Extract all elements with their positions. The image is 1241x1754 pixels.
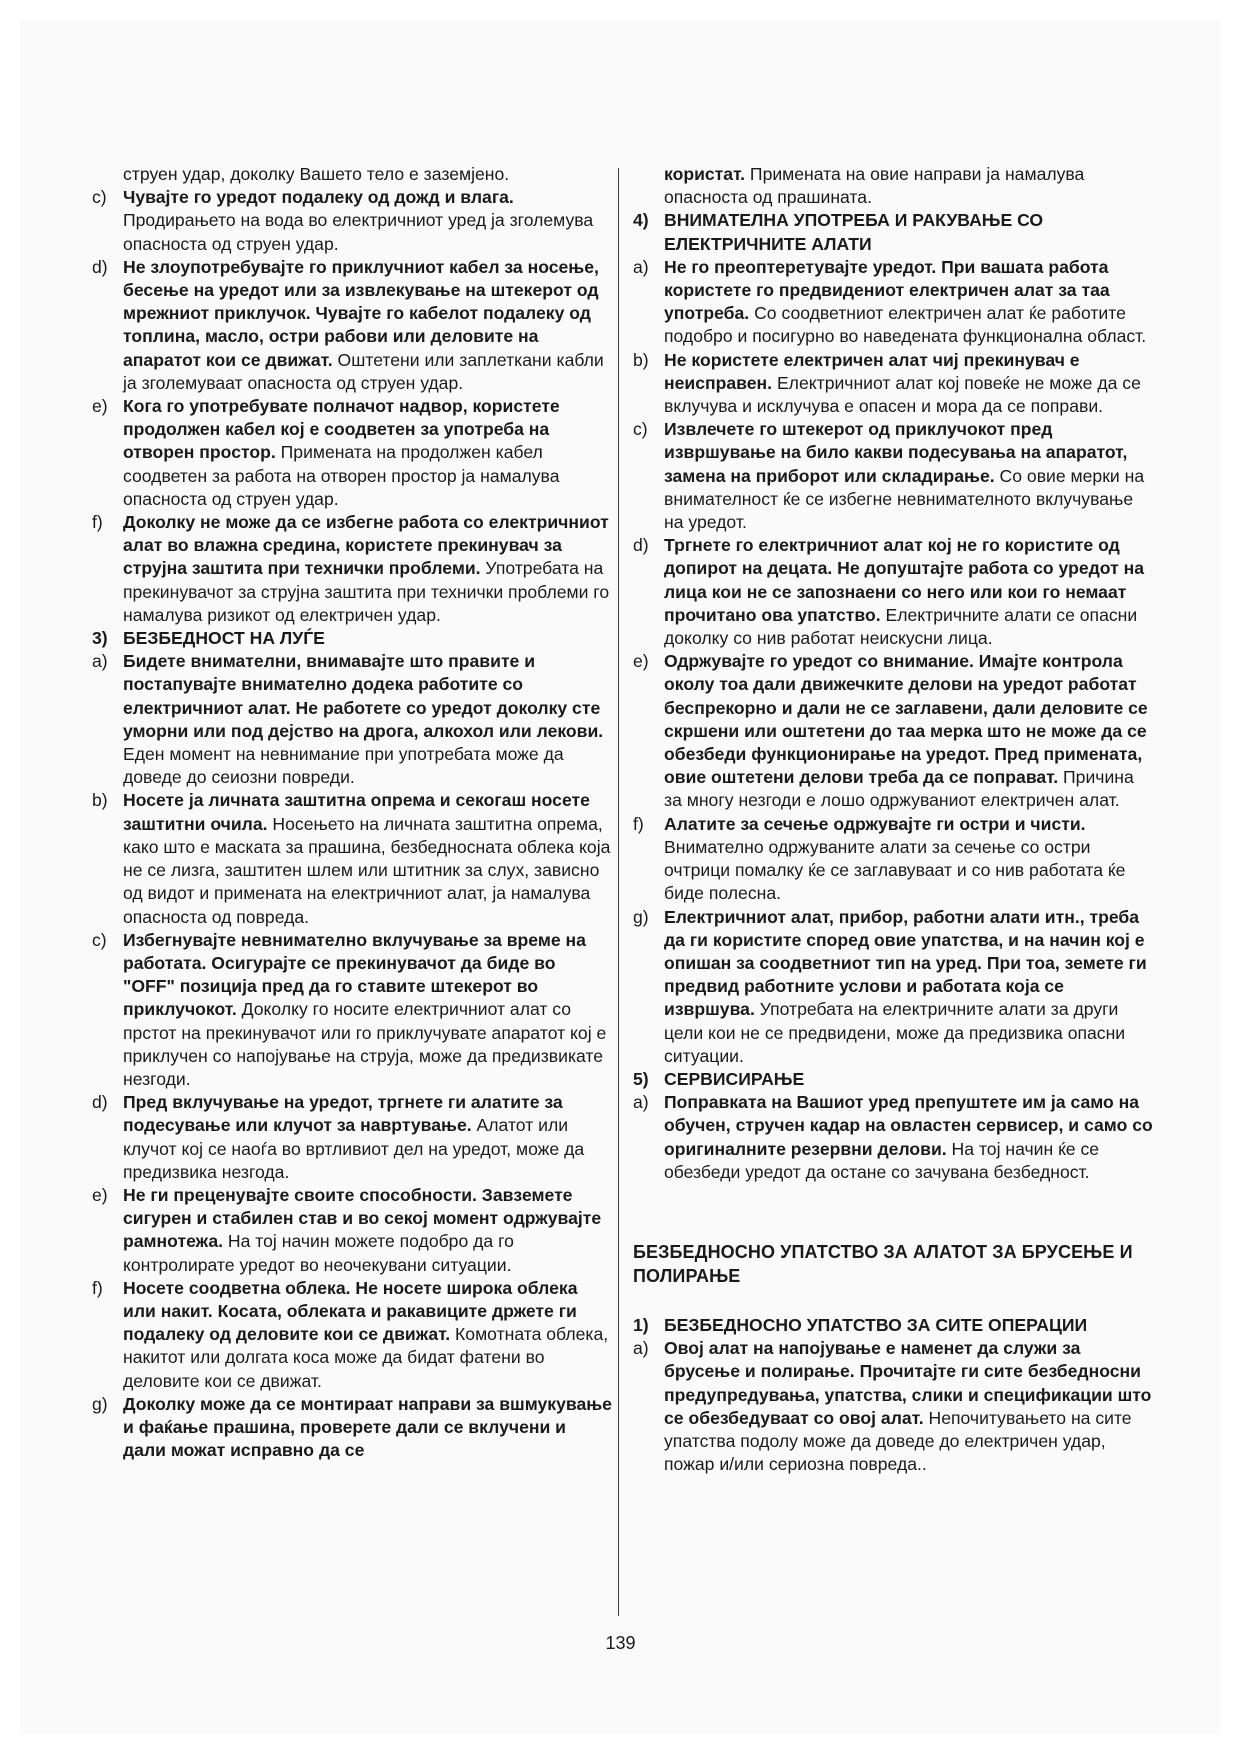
section-heading: 1) БЕЗБЕДНОСНО УПАТСТВО ЗА СИТЕ ОПЕРАЦИИ	[633, 1314, 1088, 1335]
continuation-text: користат. Примената на овие направи ја намалува опасноста од прашината.	[664, 164, 1085, 208]
list-item: c) Извлечете го штекерот од приклучокот пред извршување на било какви подесувања на апаратот, замена на приборот или складирање. Со овие мерки на внимателност ќе се избегне невнимателното вклучување на уредот.	[633, 419, 1145, 533]
list-item: e) Кога го употребувате полначот надвор, користете продолжен кабел кој е соодветен за употреба на отворен простор. Примената на продолжен кабел соодветен за работа на отворен простор ја намалува опасноста од струен удар.	[92, 396, 560, 509]
list-item: a) Поправката на Вашиот уред препуштете им ја само на обучен, стручен кадар на овластен сервисер, и само со оригиналните резервни делови. На тој начин ќе се обезбеди уредот да остане со зачувана безбедност.	[633, 1092, 1153, 1182]
section-heading: 5) СЕРВИСИРАЊЕ	[633, 1068, 805, 1089]
list-item: e) Не ги преценувајте своите способности. Завземете сигурен и стабилен став и во секој момент одржувајте рамнотежа. На тој начин можете подобро да го контролирате уредот во неочекувани ситуации.	[92, 1184, 602, 1275]
list-item: a) Бидете внимателни, внимавајте што правите и постапувајте внимателно додека работите со електричниот алат. Не работете со уредот доколку сте уморни или под дејство на дрога, алкохол или лекови. Еден момент на невнимание при употребата може да доведе до сеиозни повреди.	[92, 651, 604, 788]
list-item: a) Овој алат на напојување е наменет да служи за брусење и полирање. Прочитајте ги сите безбедносни предупредувања, упатства, слики и спецификации што се обезбедуваат со овој алат. Непочитувањето на сите упатства подолу може да доведе до електричен удар, пожар и/или сериозна повреда..	[633, 1338, 1152, 1475]
list-item: f) Доколку не може да се избегне работа со електричниот алат во влажна средина, користете прекинувач за струјна заштита при технички проблеми. Употребата на прекинувачот за струјна заштита при технички проблеми го намалува ризикот од електричен удар.	[92, 512, 610, 625]
main-heading: БЕЗБЕДНОСНО УПАТСТВО ЗА АЛАТОТ ЗА БРУСЕЊЕ И ПОЛИРАЊЕ	[633, 1241, 1133, 1286]
left-column	[92, 163, 612, 1462]
continuation-text: струен удар, доколку Вашето тело е заземјено.	[123, 164, 510, 184]
column-divider	[618, 168, 619, 1616]
list-item: g) Електричниот алат, прибор, работни алати итн., треба да ги користите според овие упатства, и на начин кој е опишан за соодветниот тип на уред. При тоа, земете ги предвид работните услови и работата која се извршува. Употребата на електричните алати за други цели кои не се предвидени, може да предизвика опасни ситуации.	[633, 906, 1147, 1066]
list-item: c) Чувајте го уредот подалеку од дожд и влага. Продирањето на вода во електричниот уред ја зголемува опасноста од струен удар.	[92, 187, 594, 254]
list-item: g) Доколку може да се монтираат направи за вшмукување и фаќање прашина, проверете дали се вклучени и дали можат исправно да се	[92, 1393, 612, 1461]
list-item: d) Не злоупотребувајте го приклучниот кабел за носење, бесење на уредот или за извлекување на штекерот од мрежниот приклучок. Чувајте го кабелот подалеку од топлина, масло, остри рабови или деловите на апаратот кои се движат. Оштетени или заплеткани кабли ја зголемуваат опасноста од струен удар.	[92, 256, 604, 393]
list-item: b) Носете ја личната заштитна опрема и секогаш носете заштитни очила. Носењето на личната заштитна опрема, како што е маската за прашина, безбедносната облека која не се лизга, заштитен шлем или штитник за слух, зависно од видот и примената на електричниот алат, ја намалува опасноста од повреда.	[92, 790, 611, 927]
list-item: f) Алатите за сечење одржувајте ги остри и чисти. Внимателно одржуваните алати за сечење со остри очтрици помалку ќе се заглавуваат и со нив работата ќе биде полесна.	[633, 813, 1126, 904]
right-column	[633, 163, 1153, 1476]
list-item: b) Не користете електричен алат чиј прекинувач е неисправен. Електричниот алат кој повеќе не може да се вклучува и исклучува е опасен и мора да се поправи.	[633, 349, 1141, 417]
list-item: d) Пред вклучување на уредот, тргнете ги алатите за подесување или клучот за навртување. Алатот или клучот кој се наоѓа во вртливиот дел на уредот, може да предизвика незгода.	[92, 1092, 585, 1182]
list-item: f) Носете соодветна облека. Не носете широка облека или накит. Косата, облеката и ракавиците држете ги подалеку од деловите кои се движат. Комотната облека, накитот или долгата коса може да бидат фатени во деловите кои се движат.	[92, 1277, 609, 1391]
list-item: a) Не го преоптеретувајте уредот. При вашата работа користете го предвидениот електричен алат за таа употреба. Со соодветниот електричен алат ќе работите подобро и посигурно во наведената функционална област.	[633, 256, 1147, 347]
section-heading: 4) ВНИМАТЕЛНА УПОТРЕБА И РАКУВАЊЕ СО ЕЛЕКТРИЧНИТЕ АЛАТИ	[633, 210, 1044, 254]
section-heading: 3) БЕЗБЕДНОСТ НА ЛУЃЕ	[92, 628, 325, 649]
page-number: 139	[605, 1633, 636, 1653]
list-item: e) Одржувајте го уредот со внимание. Имајте контрола околу тоа дали движечките делови на уредот работат беспрекорно и дали не се заглавени, дали деловите се скршени или оштетени до таа мерка што не може да се обезбеди функционирање на уредот. Пред примената, овие оштетени делови треба да се поправат. Причина за многу незгоди е лошо одржуваниот електричен алат.	[633, 651, 1148, 811]
list-item: d) Тргнете го електричниот алат кој не го користите од допирот на децата. Не допуштајте работа со уредот на лица кои не се запознаени со него или кои го немаат прочитано ова упатство. Електричните алати се опасни доколку со нив работат неискусни лица.	[633, 535, 1145, 649]
list-item: c) Избегнувајте невнимателно вклучување за време на работата. Осигурајте се прекинувачот да биде во "OFF" позиција пред да го ставите штекерот во приклучокот. Доколку го носите електричниот алат со прстот на прекинувачот или го приклучувате апаратот кој е приклучен со напојување на струја, може да предизвикате незгоди.	[92, 929, 607, 1089]
